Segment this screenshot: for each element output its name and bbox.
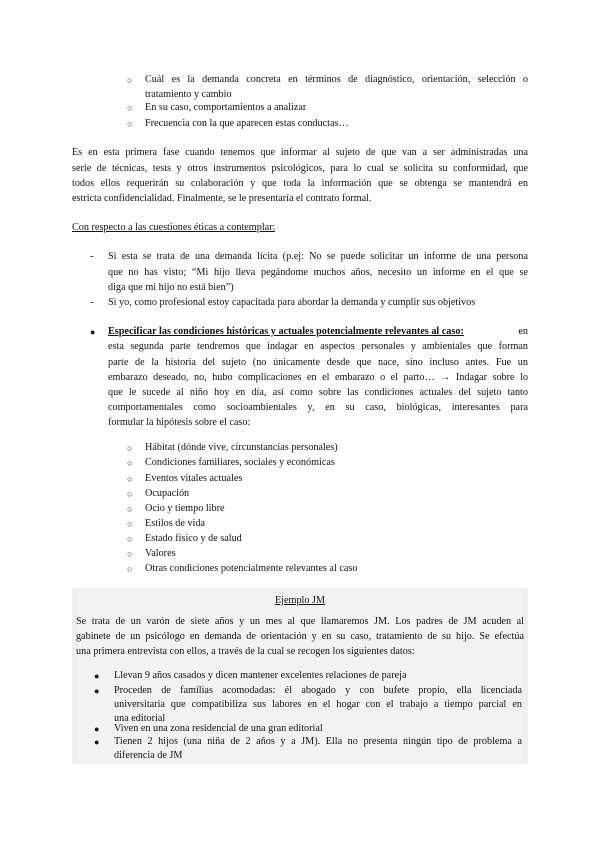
- list-item: que no has visto; “Mi hijo lleva pegándome muchos años, necesito un informe en el que se: [108, 267, 528, 278]
- dash-bullet-icon: -: [90, 297, 94, 308]
- example-paragraph-line: una primera entrevista con ellos, a través de la cual se recogen los siguientes datos:: [76, 646, 415, 657]
- paragraph-line: formular la hipótesis sobre el caso:: [108, 417, 251, 428]
- dash-bullet-icon: -: [90, 251, 94, 262]
- list-item: Hábitat (dónde vive, circunstancias personales): [145, 442, 338, 453]
- paragraph-line: que le sucede al niño hoy en día, así como sobre las condiciones actuales del sujeto tanto: [108, 387, 528, 398]
- paragraph-line: comportamentales como socioambientales y, en su caso, biológicas, interesantes para: [108, 402, 528, 413]
- list-item: tratamiento y cambio: [145, 89, 232, 100]
- example-bullet: Llevan 9 años casados y dicen mantener excelentes relaciones de pareja: [114, 670, 407, 681]
- example-bullet: Viven en una zona residencial de una gran editorial: [114, 723, 323, 734]
- list-item: Valores: [145, 548, 176, 559]
- circle-bullet-icon: ○: [127, 519, 133, 529]
- paragraph-line: estricta confidencialidad. Finalmente, se le presentaría el contrato formal.: [72, 193, 372, 204]
- example-paragraph-line: gabinete de un psicólogo en demanda de orientación y en su caso, tratamiento de su hijo. Se efectúa: [76, 631, 524, 642]
- circle-bullet-icon: ○: [127, 534, 133, 544]
- list-item: diga que mi hijo no está bien”): [108, 282, 234, 293]
- list-item: Estilos de vida: [145, 518, 205, 529]
- example-title: Ejemplo JM: [274, 595, 326, 606]
- example-bullet: Proceden de familias acomodadas: él abogado y con bufete propio, ella licenciada: [114, 685, 522, 696]
- example-bullet: universitaria que compatibiliza sus labores en el hogar con el trabajo a tiempo parcial en: [114, 699, 522, 710]
- section-lead-rest: en: [518, 326, 528, 337]
- list-item: Frecuencia con la que aparecen estas conductas…: [145, 118, 349, 129]
- example-bullet: Tienen 2 hijos (una niña de 2 años y a JM). Ella no presenta ningún tipo de problema a: [114, 736, 522, 747]
- list-item: Ocupación: [145, 488, 190, 499]
- list-item: Ocio y tiempo libre: [145, 503, 225, 514]
- bullet-dot-icon: ●: [94, 737, 100, 747]
- bullet-dot-icon: ●: [90, 327, 96, 337]
- section-lead: [108, 324, 528, 339]
- list-item: Otras condiciones potencialmente relevantes al caso: [145, 563, 358, 574]
- bullet-dot-icon: ●: [94, 671, 100, 681]
- paragraph-line: Es en esta primera fase cuando tenemos que informar al sujeto de que van a ser administradas una: [72, 147, 528, 158]
- list-item: Estado físico y de salud: [145, 533, 242, 544]
- circle-bullet-icon: ○: [127, 489, 133, 499]
- paragraph-line: embarazo deseado, no, hubo complicaciones en el embarazo o el parto… → Indagar sobre lo: [108, 372, 528, 383]
- bullet-dot-icon: ●: [94, 724, 100, 734]
- paragraph-line: todos ellos requerirán su colaboración y que toda la información que se obtenga se mantendrá en: [72, 178, 528, 189]
- circle-bullet-icon: ○: [127, 103, 133, 113]
- circle-bullet-icon: ○: [127, 75, 133, 85]
- section-bold-lead: Especificar las condiciones históricas y actuales potencialmente relevantes al caso:: [108, 326, 464, 337]
- circle-bullet-icon: ○: [127, 564, 133, 574]
- circle-bullet-icon: ○: [127, 504, 133, 514]
- list-item: En su caso, comportamientos a analizar: [145, 102, 307, 113]
- circle-bullet-icon: ○: [127, 458, 133, 468]
- example-bullet: diferencia de JM: [114, 750, 183, 761]
- circle-bullet-icon: ○: [127, 443, 133, 453]
- bullet-dot-icon: ●: [94, 686, 100, 696]
- list-item: Condiciones familiares, sociales y económicas: [145, 457, 335, 468]
- list-item: Cuál es la demanda concreta en términos de diagnóstico, orientación, selección o: [145, 74, 528, 85]
- circle-bullet-icon: ○: [127, 474, 133, 484]
- list-item: Eventos vitales actuales: [145, 473, 243, 484]
- example-paragraph-line: Se trata de un varón de siete años y un mes al que llamaremos JM. Los padres de JM acuden al: [76, 616, 524, 627]
- list-item: Si yo, como profesional estoy capacitada para abordar la demanda y cumplir sus objetivos: [108, 297, 476, 308]
- circle-bullet-icon: ○: [127, 549, 133, 559]
- paragraph-line: serie de técnicas, tests y otros instrumentos psicológicos, para lo cual se solicita su conformidad, que: [72, 163, 528, 174]
- circle-bullet-icon: ○: [127, 119, 133, 129]
- example-bullet: una editorial: [114, 713, 166, 724]
- paragraph-line: parte de la historia del sujeto (no únicamente desde que nace, sino incluso antes. Fue un: [108, 357, 528, 368]
- paragraph-line: esta segunda parte tendremos que indagar en aspectos personales y ambientales que forman: [108, 341, 528, 352]
- ethics-heading: Con respecto a las cuestiones éticas a contemplar:: [72, 222, 276, 233]
- list-item: Si esta se trata de una demanda lícita (p.ej: No se puede solicitar un informe de una persona: [108, 251, 528, 262]
